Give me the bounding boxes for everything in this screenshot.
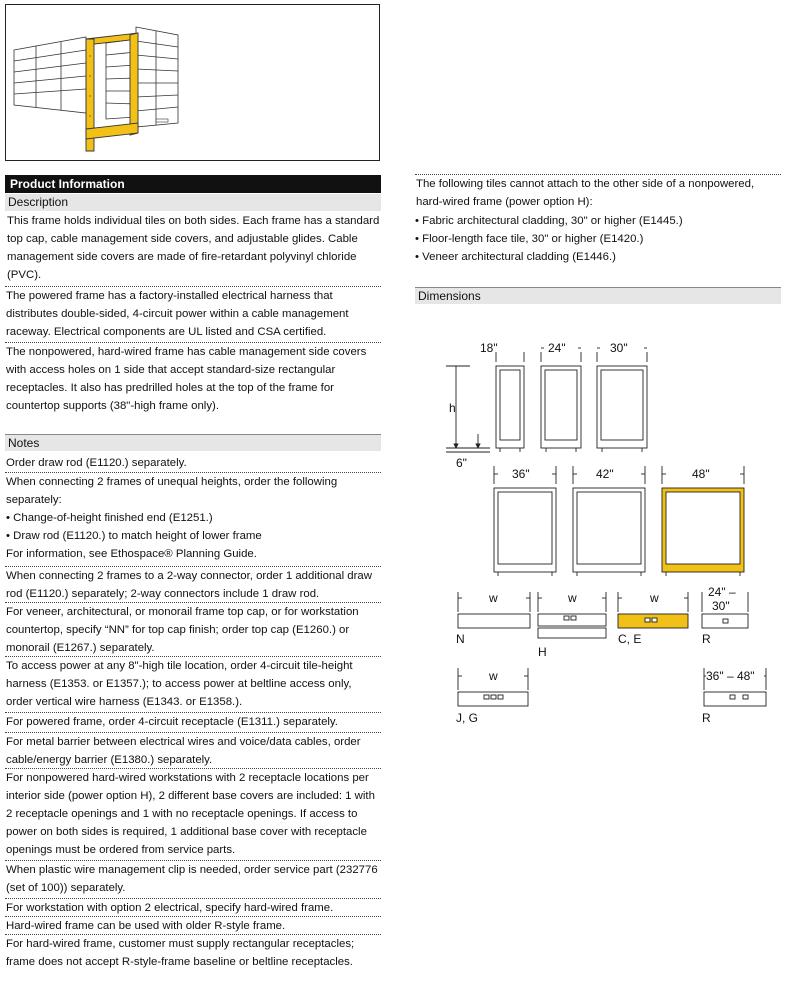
note-10 [5, 898, 381, 917]
dim-label-42: 42" [596, 467, 614, 481]
note-line: Order draw rod (E1120.) separately. [6, 457, 187, 469]
dimensions-diagram [440, 330, 780, 730]
label-h-option: H [538, 645, 547, 659]
dim-label-18: 18" [480, 341, 498, 355]
note-12 [5, 934, 381, 971]
tiles-note-item: • Fabric architectural cladding, 30" or higher (E1445.) [415, 215, 683, 227]
note-8 [5, 768, 381, 859]
note-line: For information, see Ethospace® Planning Guide. [6, 548, 257, 560]
note-7 [5, 732, 381, 769]
frame-illustration [5, 4, 380, 161]
dim-label-w-h: w [568, 591, 577, 605]
tiles-note-item: • Floor-length face tile, 30" or higher (E1420.) [415, 233, 644, 245]
dim-label-48: 48" [692, 467, 710, 481]
note-3 [5, 566, 381, 603]
dimensions-drawing [440, 330, 780, 730]
description-header: Description [5, 194, 381, 211]
note-5 [5, 656, 381, 711]
tiles-note-intro: The following tiles cannot attach to the other side of a nonpowered, hard-wired frame (power option H): [415, 174, 781, 211]
note-1 [5, 454, 381, 472]
note-line: For veneer, architectural, or monorail frame top cap, or for workstation countertop, specify “NN” for top cap finish; order top cap (E1260.) or monorail (E1267.) separately. [6, 606, 359, 654]
dim-label-r-range-1: 24" – [708, 585, 736, 599]
label-r-2: R [702, 711, 711, 725]
note-2 [5, 472, 381, 563]
note-4 [5, 602, 381, 657]
note-6 [5, 712, 381, 731]
label-ce: C, E [618, 632, 642, 646]
dim-label-24: 24" [548, 341, 566, 355]
description-paragraph-2: The powered frame has a factory-installed electrical harness that distributes double-sided, 4-circuit power within a cable management raceway. Electrical components are UL listed and CSA certified. [5, 286, 381, 340]
product-information-header: Product Information [5, 175, 381, 193]
note-line: • Draw rod (E1120.) to match height of lower frame [6, 530, 262, 542]
dim-label-h: h [449, 401, 456, 415]
tiles-note-list [415, 212, 781, 266]
dimensions-header: Dimensions [415, 287, 781, 304]
dim-label-w-ce: w [650, 591, 659, 605]
dim-label-w-n: w [489, 591, 498, 605]
description-paragraph-1: This frame holds individual tiles on both sides. Each frame has a standard top cap, cable management side covers, and adjustable glides. Cable management side covers are made of fire-retardant polyvinyl chloride (PVC). [7, 215, 380, 281]
tiles-note-item: • Veneer architectural cladding (E1446.) [415, 251, 616, 263]
note-line: For powered frame, order 4-circuit receptacle (E1311.) separately. [6, 716, 338, 728]
note-line: Hard-wired frame can be used with older R-style frame. [6, 920, 286, 932]
note-11 [5, 916, 381, 935]
dim-label-r-range-2: 30" [712, 599, 730, 613]
dim-label-36: 36" [512, 467, 530, 481]
description-paragraph-3: The nonpowered, hard-wired frame has cable management side covers with access holes on 1 side that accept standard-size rectangular receptacles. It also has predrilled holes at the top of the frame for countertop supports (38"-high frame only). [5, 342, 381, 414]
note-line: • Change-of-height finished end (E1251.) [6, 512, 213, 524]
note-line: To access power at any 8"-high tile location, order 4-circuit tile-height harness (E1353. or E1357.); to access power at beltline access only, order vertical wire harness (E1343. or E1358.). [6, 660, 353, 708]
note-line: For hard-wired frame, customer must supply rectangular receptacles; frame does not accept R-style-frame baseline or beltline receptacles. [6, 938, 355, 968]
note-line: When connecting 2 frames of unequal heights, order the following separately: [6, 476, 338, 506]
note-line: When connecting 2 frames to a 2-way connector, order 1 additional draw rod (E1120.) separately; 2-way connectors include 1 draw rod. [6, 570, 372, 600]
note-line: For nonpowered hard-wired workstations with 2 receptacle locations per interior side (power option H), 2 different base covers are included: 1 with 2 receptacle openings and 1 with no receptacle openings. If access to power on both sides is required, 1 additional base cover with receptacle openings must be ordered from service parts. [6, 772, 375, 856]
frame-illustration-drawing [6, 5, 379, 160]
note-line: For workstation with option 2 electrical, specify hard-wired frame. [6, 902, 334, 914]
dim-label-w-jg: w [489, 669, 498, 683]
dim-label-30: 30" [610, 341, 628, 355]
dim-label-6: 6" [456, 456, 467, 470]
notes-header: Notes [5, 434, 381, 451]
note-9 [5, 860, 381, 897]
note-line: For metal barrier between electrical wires and voice/data cables, order cable/energy barrier (E1380.) separately. [6, 736, 361, 766]
label-n: N [456, 632, 465, 646]
dim-label-r-range-wide: 36" – 48" [706, 669, 755, 683]
label-jg: J, G [456, 711, 479, 725]
note-line: When plastic wire management clip is needed, order service part (232776 (set of 100)) separately. [6, 864, 378, 894]
label-r-1: R [702, 632, 711, 646]
